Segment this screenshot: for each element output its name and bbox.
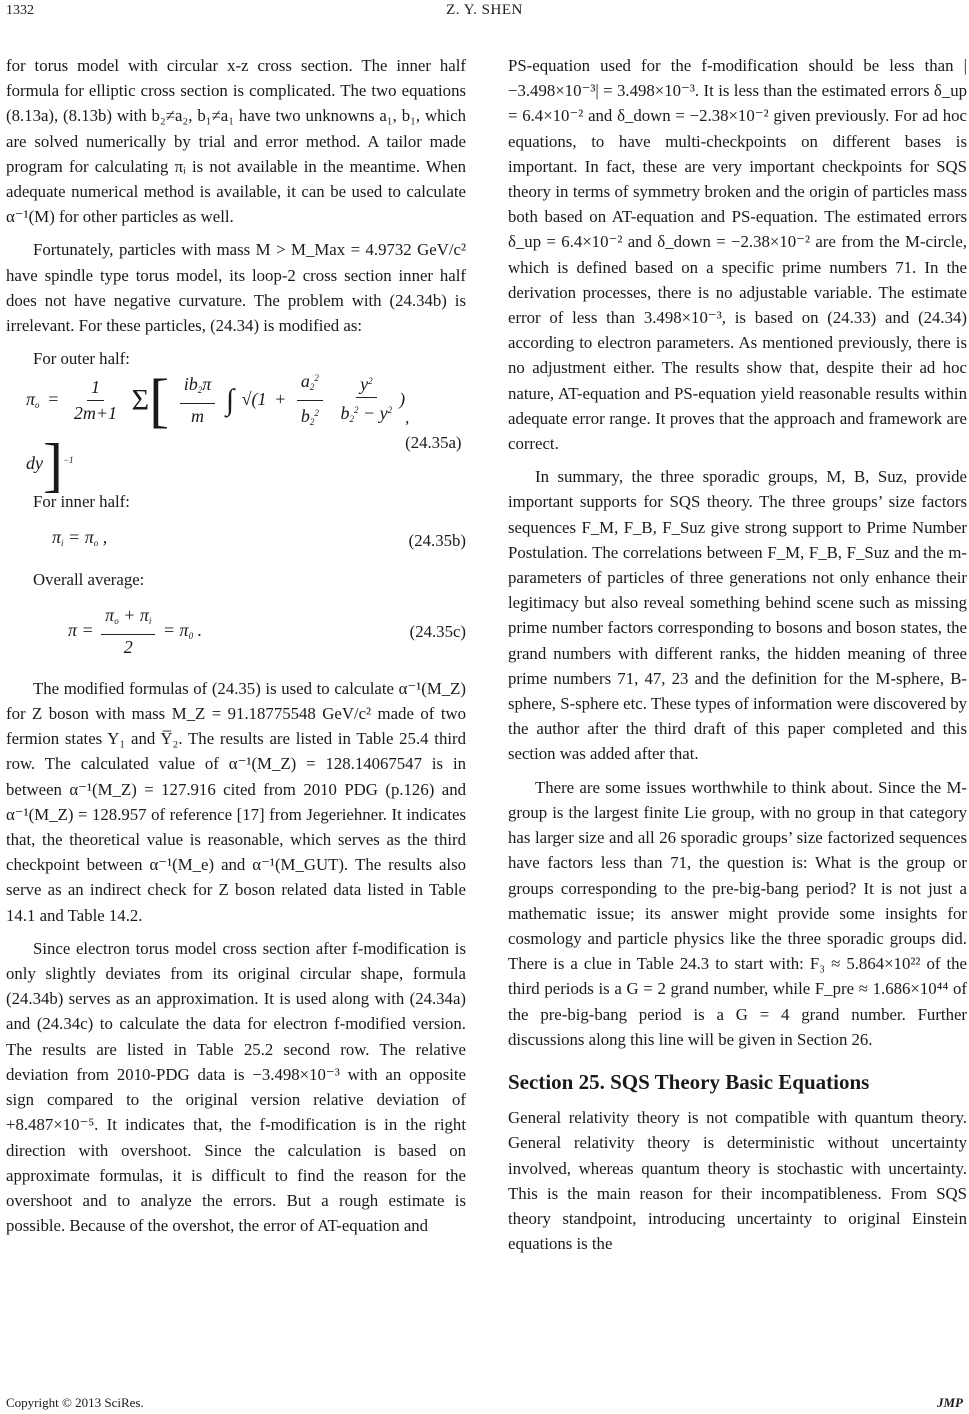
right-paragraph-3: There are some issues worthwhile to think about. Since the M-group is the largest finite Lie group, with no group in that category has larger size and all 26 sporadic groups’ size factorized sequences have factors less than 71, the question is: What is the group or groups corresponding to the pre-big-bang period? It is not just a mathematic issue; its answer might provide some insights for cosmology and particle physics like the three sporadic groups did. There is a clue in Table 24.3 to start with: F₃ ≈ 5.864×10²² of the third periods is a G = 2 grand number, while F_pre ≈ 1.686×10⁴⁴ of the pre-big-bang period is a G = 4 grand number. Further discussions along this line will be given in Section 26. — [508, 777, 967, 1049]
page-number: 1332 — [6, 3, 34, 18]
left-paragraph-3: The modified formulas of (24.35) is used to calculate α⁻¹(M_Z) for Z boson with mass M_Z = 91.18775548 GeV/c² made of two fermion states Y₁ and Y̅₂. The results are listed in Table 25.4 third row. The calculated value of α⁻¹(M_Z) = 128.14067547 is in between α⁻¹(M_Z) = 127.916 cited from 2010 PDG (p.126) and α⁻¹(M_Z) = 128.957 of reference [17] from Jegeriehner. It indicates that, the theoretical value is reasonable, which serves as the third checkpoint between α⁻¹(M_e) and α⁻¹(M_GUT). The results also serve as an indirect check for Z boson related data listed in Table 14.1 and Table 14.2. — [6, 678, 466, 925]
equation-24-35b — [6, 519, 466, 563]
left-paragraph-1: for torus model with circular x-z cross section. The inner half formula for elliptic cross section is complicated. The two equations (8.13a), (8.13b) with b₂≠a₂, b₁≠a₁ have two unknowns a₁, b₁, which are solved numerically by trial and error method. A tailor made program for calculating πᵢ is not available in the meantime. When adequate numerical method is available, it can be used to calculate α⁻¹(M) for other particles as well. — [6, 56, 466, 227]
equation-24-35a-label: , (24.35a) — [405, 408, 462, 453]
equation-24-35c-label: (24.35c) — [409, 622, 466, 642]
right-paragraph-2: In summary, the three sporadic groups, M, B, Suz, provide important supports for SQS theory. The three groups’ size factors sequences F_M, F_B, F_Suz give strong support to Prime Number Postulation. The correlations between F_M, F_B, F_Suz and the m-parameters of particles of three generations not only enhance their legitimacy but also reveal something behind scene such as missing prime number factors corresponding to bosons and boson states, the grand numbers with different ranks, the hidden meaning of three prime numbers 71, 47, 23 and the definition for the M-sphere, B-sphere, S-sphere etc. These types of information were discovered by the author after the third draft of this paper completed and this section was added after that. — [508, 467, 967, 764]
right-column — [508, 53, 967, 1256]
right-paragraph-4: General relativity theory is not compatible with quantum theory. General relativity theory is deterministic without uncertainty involved, whereas quantum theory is stochastic with uncertainty. This is the main reason for their incompatibleness. From SQS theory standpoint, introducing uncertainty to original Einstein equations is the — [508, 1108, 967, 1254]
section-heading: Section 25. SQS Theory Basic Equations — [508, 1069, 870, 1094]
left-paragraph-2: Fortunately, particles with mass M > M_Max = 4.9732 GeV/c² have spindle type torus model, its loop-2 cross section inner half does not have negative curvature. The problem with (24.34b) is irrelevant. For these particles, (24.34) is modified as: — [6, 240, 466, 336]
right-paragraph-1: PS-equation used for the f-modification should be less than |−3.498×10⁻³| = 3.498×10⁻³. It is less than the estimated errors δ_up = 6.4×10⁻² and δ_down = −2.38×10⁻² given previously. For ad hoc equations, to have multi-checkpoints on different bases is important. In fact, these are very important checkpoints for SQS theory in terms of symmetry broken and the origin of particles mass both based on AT-equation and PS-equation. The estimated errors δ_up = 6.4×10⁻² and δ_down = −2.38×10⁻² are from the M-circle, which is defined based on a specific prime numbers 71. In the derivation processes, there is no adjustable variable. The estimate error of less than 3.498×10⁻³, is based on (24.33) and (24.34) according to electron parameters. As mentioned previously, there is no adjustment either. The results show that, despite their ad hoc nature, AT-equation and PS-equation yield reasonable results within adequate error range. It proves that the approach and framework are correct. — [508, 56, 967, 454]
equation-24-35a — [6, 367, 466, 499]
journal-abbreviation: JMP — [937, 1395, 963, 1410]
equation-24-35c-formula: π = $\frac{\pi_o + \pi_i}{2}$ = $\pi_0$ . — [68, 605, 203, 658]
equation-24-35b-label: (24.35b) — [408, 531, 466, 551]
outer-half-label: For outer half: — [33, 349, 130, 369]
copyright-notice: Copyright © 2013 SciRes. — [6, 1395, 144, 1410]
running-head: Z. Y. SHEN — [446, 2, 523, 18]
overall-average-label: Overall average: — [33, 569, 145, 589]
equation-24-35c — [6, 596, 466, 668]
equation-24-35a-formula: $\pi_o$ = $\frac{1}{2m+1}$ Σ[ $\frac{ib_2\pi}{m}$ ∫ √(1 + $\frac{a_2^2}{b_2^2}$ $\frac{y^2}{b_2^2 - y^2}$ ) dy]$^{-1}$ — [26, 367, 406, 499]
left-column — [6, 53, 466, 1238]
inner-half-label: For inner half: — [33, 492, 130, 512]
equation-24-35b-formula: $\pi_i = \pi_o$ , — [52, 527, 108, 549]
left-paragraph-4: Since electron torus model cross section after f-modification is only slightly deviates from its original circular shape, formula (24.34b) serves as an approximation. It is used along with (24.34a) and (24.34c) to calculate the data for electron f-modified version. The results are listed in Table 25.2 second row. The relative deviation from 2010-PDG data is −3.498×10⁻³ with an opposite sign compared to the original version relative deviation of +8.487×10⁻⁵. It indicates that, the f-modification is in the right direction with overshoot. Since the calculation is based on approximate formulas, it is difficult to find the reason for the overshoot and to analyze the errors. But a rough estimate is possible. Because of the overshot, the error of AT-equation and — [6, 938, 466, 1236]
page-header — [0, 0, 969, 30]
